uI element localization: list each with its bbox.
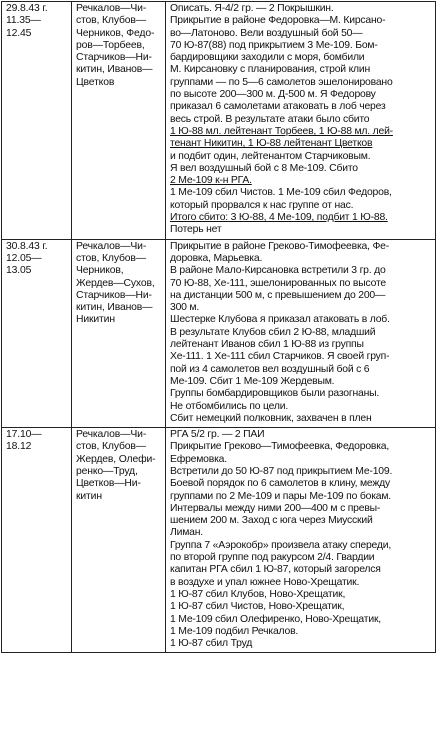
report-line: Интервалы между ними 200—400 м с превы- — [170, 502, 381, 514]
report-line: Потерь нет — [170, 224, 222, 236]
report-line: 1 Ме-109 сбил Чистов. 1 Ме-109 сбил Федоров, — [170, 187, 392, 199]
report-line: Прикрытие в районе Федоровка—М. Кирсано- — [170, 15, 386, 27]
report-line: на дистанции 500 м, с превышением до 200— — [170, 289, 386, 301]
report-line: В районе Мало-Кирсановка встретили 3 гр. до — [170, 265, 386, 277]
pilots-line: Жердев, Олефи- — [76, 453, 156, 465]
pilots-line: стов, Клубов— — [76, 252, 147, 264]
report-line: который прорвался к нас группе от нас. — [170, 199, 354, 211]
pilots-line: китин, Иванов— — [76, 64, 153, 76]
report-line: Ме-109. Сбит 1 Ме-109 Жердевым. — [170, 375, 335, 387]
time-line: 29.8.43 г. — [6, 3, 48, 14]
pilots-cell — [72, 428, 166, 653]
report-line: Хе-111. 1 Хе-111 сбил Старчиков. Я своей груп- — [170, 351, 390, 363]
pilots-line: Цветков — [76, 76, 115, 88]
report-line: Не отбомбились по цели. — [170, 400, 289, 412]
pilots-line: стов, Клубов— — [76, 15, 147, 27]
report-cell — [166, 239, 436, 427]
report-line: Лиман. — [170, 527, 203, 539]
report-line: 1 Ме-109 сбил Олефиренко, Ново-Хрещатик, — [170, 613, 381, 625]
pilots-line: Цветков—Ни- — [76, 478, 141, 490]
report-line: Прикрытие в районе Греково-Тимофеевка, Фе- — [170, 240, 390, 252]
pilots-line: ров—Торбеев, — [76, 39, 145, 51]
time-line: 18.12 — [6, 441, 32, 453]
report-line: М. Кирсановку с планирования, строй клин — [170, 64, 371, 76]
report-line: тенант Никитин, 1 Ю-88 лейтенант Цветков — [170, 138, 373, 150]
report-line: лейтенант Иванов сбил 1 Ю-88 из группы — [170, 339, 364, 351]
report-line: Я вел воздушный бой с 8 Ме-109. Сбито — [170, 162, 358, 174]
report-line: РГА 5/2 гр. — 2 ПАИ — [170, 429, 265, 441]
report-line: 300 м. — [170, 302, 200, 314]
pilots-line: Речкалов—Чи- — [76, 240, 147, 252]
report-line: доровка, Марьевка. — [170, 252, 263, 264]
combat-log-body — [2, 2, 436, 653]
time-line: 12.05— — [6, 252, 42, 264]
report-line: Итого сбито: 3 Ю-88, 4 Ме-109, подбит 1 Ю-88. — [170, 212, 388, 224]
report-cell — [166, 2, 436, 240]
pilots-cell — [72, 2, 166, 240]
report-line: Боевой порядок по 6 самолетов в клину, между — [170, 478, 390, 490]
report-line: бардировщики заходили с моря, бомбили — [170, 52, 365, 64]
report-line: Группы бомбардировщиков были разогнаны. — [170, 388, 380, 400]
pilots-line: Речкалов—Чи- — [76, 3, 147, 14]
report-line: в воздухе и упал южнее Ново-Хрещатик. — [170, 576, 360, 588]
time-cell — [2, 2, 72, 240]
pilots-line: Черников, — [76, 265, 124, 277]
report-line: капитан РГА сбил 1 Ю-87, который загорелся — [170, 564, 381, 576]
time-line: 12.45 — [6, 27, 32, 39]
report-line: 70 Ю-87(88) под прикрытием 3 Ме-109. Бом- — [170, 39, 378, 51]
pilots-line: китин, Иванов— — [76, 302, 153, 314]
pilots-line: Старчиков—Ни- — [76, 289, 152, 301]
pilots-line: ренко—Труд, — [76, 465, 138, 477]
report-cell — [166, 428, 436, 653]
time-cell — [2, 239, 72, 427]
report-line: Группа 7 «Аэрокобр» произвела атаку спереди, — [170, 539, 392, 551]
time-cell — [2, 428, 72, 653]
report-line: во—Латоново. Вели воздушный бой 50— — [170, 27, 363, 39]
pilots-line: Черников, Федо- — [76, 27, 155, 39]
report-line: Сбит немецкий полковник, захвачен в плен — [170, 412, 372, 424]
pilots-line: Никитин — [76, 314, 115, 326]
time-line: 11.35— — [6, 15, 41, 27]
report-line: 1 Ю-87 сбил Клубов, Ново-Хрещатик, — [170, 588, 346, 600]
log-row — [2, 239, 436, 427]
report-line: по второй группе под ракурсом 2/4. Гвардии — [170, 552, 375, 564]
report-line: В результате Клубов сбил 2 Ю-88, младший — [170, 326, 376, 338]
pilots-line: Жердев—Сухов, — [76, 277, 155, 289]
pilots-line: Речкалов—Чи- — [76, 429, 147, 441]
report-line: Шестерке Клубова я приказал атаковать в лоб. — [170, 314, 390, 326]
pilots-cell — [72, 239, 166, 427]
report-line: Встретили до 50 Ю-87 под прикрытием Ме-109. — [170, 465, 393, 477]
report-line: Описать. Я-4/2 гр. — 2 Покрышкин. — [170, 3, 334, 14]
report-line: 70 Ю-88, Хе-111, эшелонированных по высоте — [170, 277, 386, 289]
report-line: Ефремовка. — [170, 453, 227, 465]
pilots-line: стов, Клубов— — [76, 441, 147, 453]
report-line: Прикрытие Греково—Тимофеевка, Федоровка, — [170, 441, 390, 453]
report-line: 1 Ю-87 сбил Чистов, Ново-Хрещатик, — [170, 601, 345, 613]
report-line: 1 Ю-87 сбил Труд — [170, 638, 253, 650]
report-line: по высоте 200—300 м. Д-500 м. Я Федорову — [170, 89, 376, 101]
report-line: приказал 6 самолетами атаковать в лоб через — [170, 101, 386, 113]
time-line: 17.10— — [6, 429, 42, 441]
log-row — [2, 2, 436, 240]
report-line: группами — по 5—6 самолетов эшелонировано — [170, 76, 393, 88]
pilots-line: Старчиков—Ни- — [76, 52, 152, 64]
time-line: 13.05 — [6, 265, 32, 277]
log-row — [2, 428, 436, 653]
report-line: 1 Ме-109 подбил Речкалов. — [170, 625, 299, 637]
report-line: 1 Ю-88 мл. лейтенант Торбеев, 1 Ю-88 мл. лей- — [170, 125, 393, 137]
report-line: пой из 4 самолетов вел воздушный бой с 6 — [170, 363, 370, 375]
report-line: 2 Ме-109 к-н РГА. — [170, 175, 252, 187]
report-line: шением 200 м. Заход с юга через Миусский — [170, 515, 373, 527]
report-line: и подбит один, лейтенантом Старчиковым. — [170, 150, 371, 162]
report-line: весь строй. В результате атаки было сбито — [170, 113, 370, 125]
pilots-line: китин — [76, 490, 102, 502]
report-line: группами по 2 Ме-109 и пары Ме-109 по бокам. — [170, 490, 391, 502]
time-line: 30.8.43 г. — [6, 240, 48, 252]
combat-log-table — [1, 1, 436, 653]
